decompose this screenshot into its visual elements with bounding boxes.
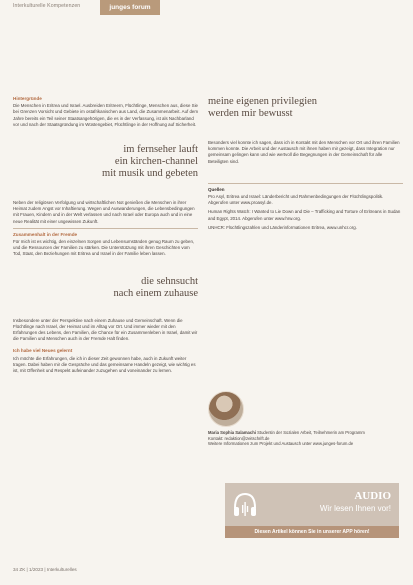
paragraph: Neben der religiösen Verfolgung und wirtschaftlichen Not genießen die Menschen in ihrer Heimat zudem Angst vor Inhaftierung. Wegen und Auswanderungen, die Lebensbedingungen mit Frauen, Kindern und in der Welt verlassen und nach Israel oder Europa auch und in eine neue Realität mit einer ungewissen Zukunft. [13,200,195,224]
section-heading-zusammenhalt: Zusammenhalt in der Fremde [13,231,78,237]
paragraph: Besonders viel konnte ich sagen, dass ich in Kontakt mit den Menschen vor Ort und ihren Familien kommen konnte. Die Arbeit und der Austausch mit ihnen haben mir gezeigt, dass Integration nur gemeinsam gelingen kann und wie wertvoll die Begegnungen in der Gemeinschaft für alle Beteiligten sind. [208,140,400,164]
pull-quote [13,144,198,180]
paragraph: Insbesondere unter der Perspektive nach einem Zuhause und Gemeinschaft. Wenn die Flüchtlinge nach Israel, der Heimat und im Alltag vor Ort. Und immer wieder mit den Erfahrungen des Lebens, den Familien, die Chance für ein Zusammenleben in Israel, damit wir die Familien und Menschen auch in der Fremde Halt finden. [13,317,198,342]
page-footer: 34 ZK | 1/2023 | Interkulturelles [13,567,77,572]
paragraph: Die Menschen in Eritrea und Israel. Ausbreiden Eritreern, Flüchtlinge, Menschen aus, diese Sie bei Grenzen Vorsicht und Gebiete im ostafrikanischen aus Land, die Zusammenarbeit. Auf dem Jahre bereits ein Teil seiner Staatsangehörigen, die es in der Verfassung, ist als Nachbarland vor und nach der Staatsgründung im Wüstengebiet, Flüchtlinge in der Hoffnung auf Sicherheit. [13,103,198,127]
audio-title: AUDIO [354,490,391,502]
source-entry: Pro Asyl, Eritrea und Israel: Länderbericht und Rahmenbedingungen der Flüchtlingspolitik. Abgerufen unter www.proasyl.de. [208,194,384,206]
paragraph: Für mich ist es wichtig, den einzelnen Sorgen und Lebensumständen genug Raum zu geben, und die Ressourcen der Familien zu stärken. Die Unterstützung mit ihren Geschichten vom Tod, Staat, den Beziehungen mit Eritrea und Israel in der Familie leben lassen. [13,239,195,257]
section-heading-neues: Ich habe viel Neues gelernt [13,348,73,354]
author-contact: Kontakt: redaktion@zeitschrift.de [208,435,270,441]
author-more: Weitere Informationen zum Projekt und Austausch unter www.junges-forum.de [208,441,354,447]
sources-heading: Quellen [208,186,225,192]
author-role: Studentin der Sozialen Arbeit, Teilnehmerin am Programm [257,430,365,435]
paragraph: Ich möchte die Erfahrungen, die ich in dieser Zeit gewonnen habe, auch in Zukunft weiter tragen. Dabei haben mir die Gespräche und das gemeinsame Handeln gezeigt, wie wichtig es ist, mit Offenheit und Respekt aufeinander zuzugehen und voneinander zu lernen. [13,355,196,374]
header-strip [0,0,413,20]
headphones-icon [232,490,258,520]
author-portrait [208,391,244,427]
pull-quote [13,276,198,300]
pull-quote-text: im fernseher lauft ein kirchen-channel mit musik und gebeten [102,144,198,180]
pull-quote-text: die sehnsucht nach einem zuhause [113,275,198,299]
pull-quote-text: meine eigenen privilegien werden mir bewusst [208,96,318,119]
header-series: Interkulturelle Kompetenzen [13,3,81,9]
section-heading-hintergruende: Hintergründe [13,96,42,101]
pull-quote [208,96,403,120]
header-tab: junges forum [100,0,160,15]
author-name: Maria Sophia Salamachi [208,430,256,435]
source-entry: Human Rights Watch: I Wanted to Lie Down and Die – Trafficking and Torture of Eritreans in Sudan and Egypt, 2014. Abgerufen unter www.hrw.org. [208,209,401,221]
right-column [208,96,403,234]
audio-subtitle: Wir lesen Ihnen vor! [319,504,391,513]
audio-banner[interactable] [225,483,399,538]
left-column [13,96,198,377]
author-info [208,430,403,447]
divider [13,228,198,229]
source-entry: UNHCR: Flüchtlingszahlen und Länderinformationen Eritrea, www.unhcr.org. [208,224,357,230]
divider [208,183,403,184]
audio-cta[interactable]: Diesen Artikel können Sie in unserer APP hören! [225,526,399,538]
